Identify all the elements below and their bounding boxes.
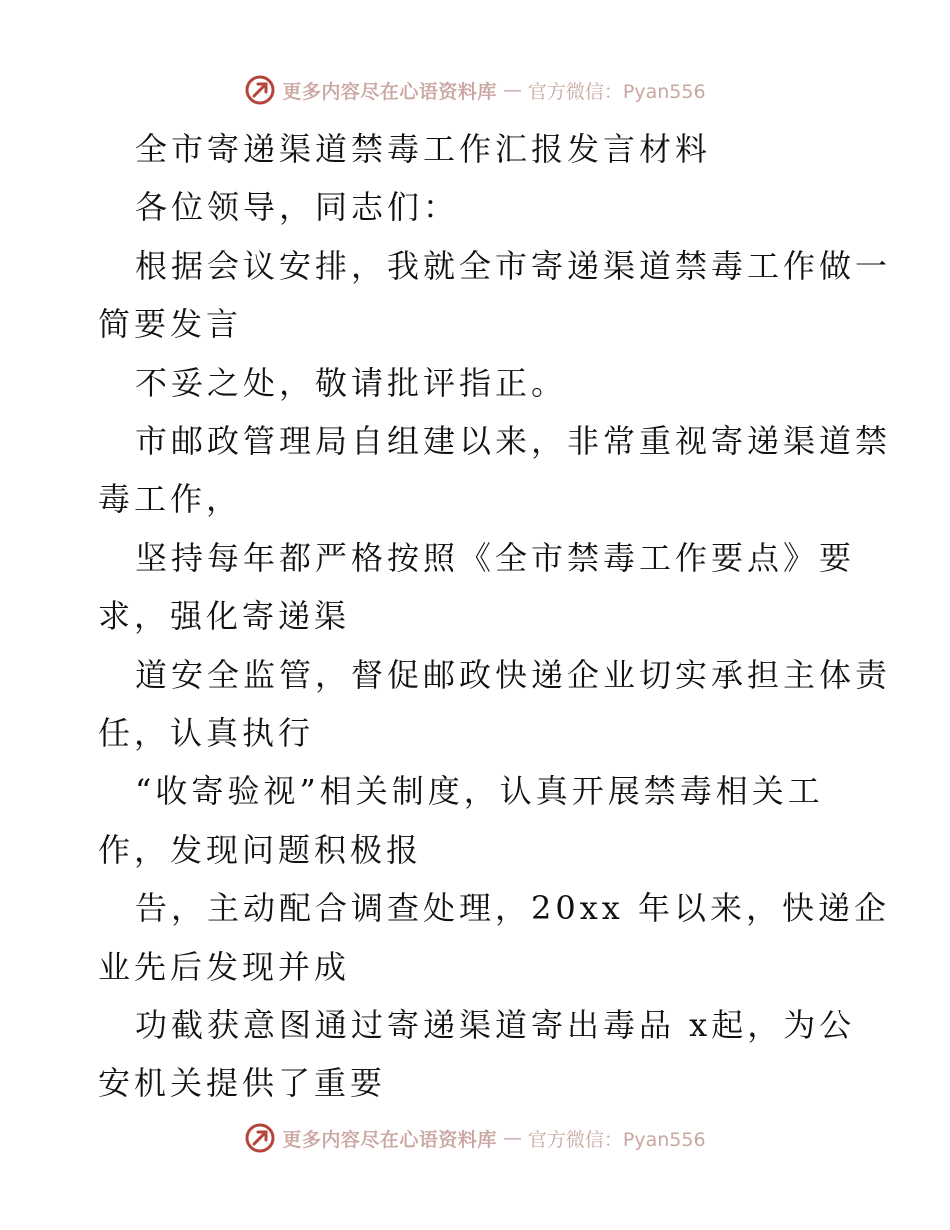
library-logo-icon	[244, 74, 276, 106]
document-title: 全市寄递渠道禁毒工作汇报发言材料	[135, 130, 712, 168]
watermark-contact: 官方微信：Pyan556	[527, 1128, 706, 1151]
header-watermark	[0, 70, 950, 110]
paragraph-line: “收寄验视”相关制度，认真开展禁毒相关工	[135, 772, 824, 810]
paragraph-line: 安机关提供了重要	[98, 1064, 387, 1102]
paragraph-line: 根据会议安排，我就全市寄递渠道禁毒工作做一	[135, 247, 892, 285]
paragraph-line: 作，发现问题积极报	[98, 831, 423, 869]
paragraph-line: 不妥之处，敬请批评指正。	[135, 364, 568, 402]
watermark-separator: —	[502, 1127, 522, 1149]
watermark-brand: 更多内容尽在心语资料库	[282, 80, 497, 103]
paragraph-line: 坚持每年都严格按照《全市禁毒工作要点》要	[135, 539, 856, 577]
library-logo-icon	[244, 1122, 276, 1154]
paragraph-line: 道安全监管，督促邮政快递企业切实承担主体责	[135, 656, 892, 694]
paragraph-line: 告，主动配合调查处理，20xx 年以来，快递企	[135, 889, 890, 927]
watermark-brand: 更多内容尽在心语资料库	[282, 1128, 497, 1151]
paragraph-line: 任，认真执行	[98, 714, 315, 752]
paragraph-line: 业先后发现并成	[98, 948, 351, 986]
paragraph-line: 求，强化寄递渠	[98, 597, 351, 635]
paragraph-line: 毒工作，	[98, 480, 243, 518]
watermark-separator: —	[502, 79, 522, 101]
paragraph-line: 市邮政管理局自组建以来，非常重视寄递渠道禁	[135, 422, 892, 460]
paragraph-line: 简要发言	[98, 305, 243, 343]
footer-watermark	[0, 1118, 950, 1158]
watermark-contact: 官方微信：Pyan556	[527, 80, 706, 103]
salutation: 各位领导，同志们：	[135, 188, 460, 226]
paragraph-line: 功截获意图通过寄递渠道寄出毒品 x起，为公	[135, 1006, 856, 1044]
